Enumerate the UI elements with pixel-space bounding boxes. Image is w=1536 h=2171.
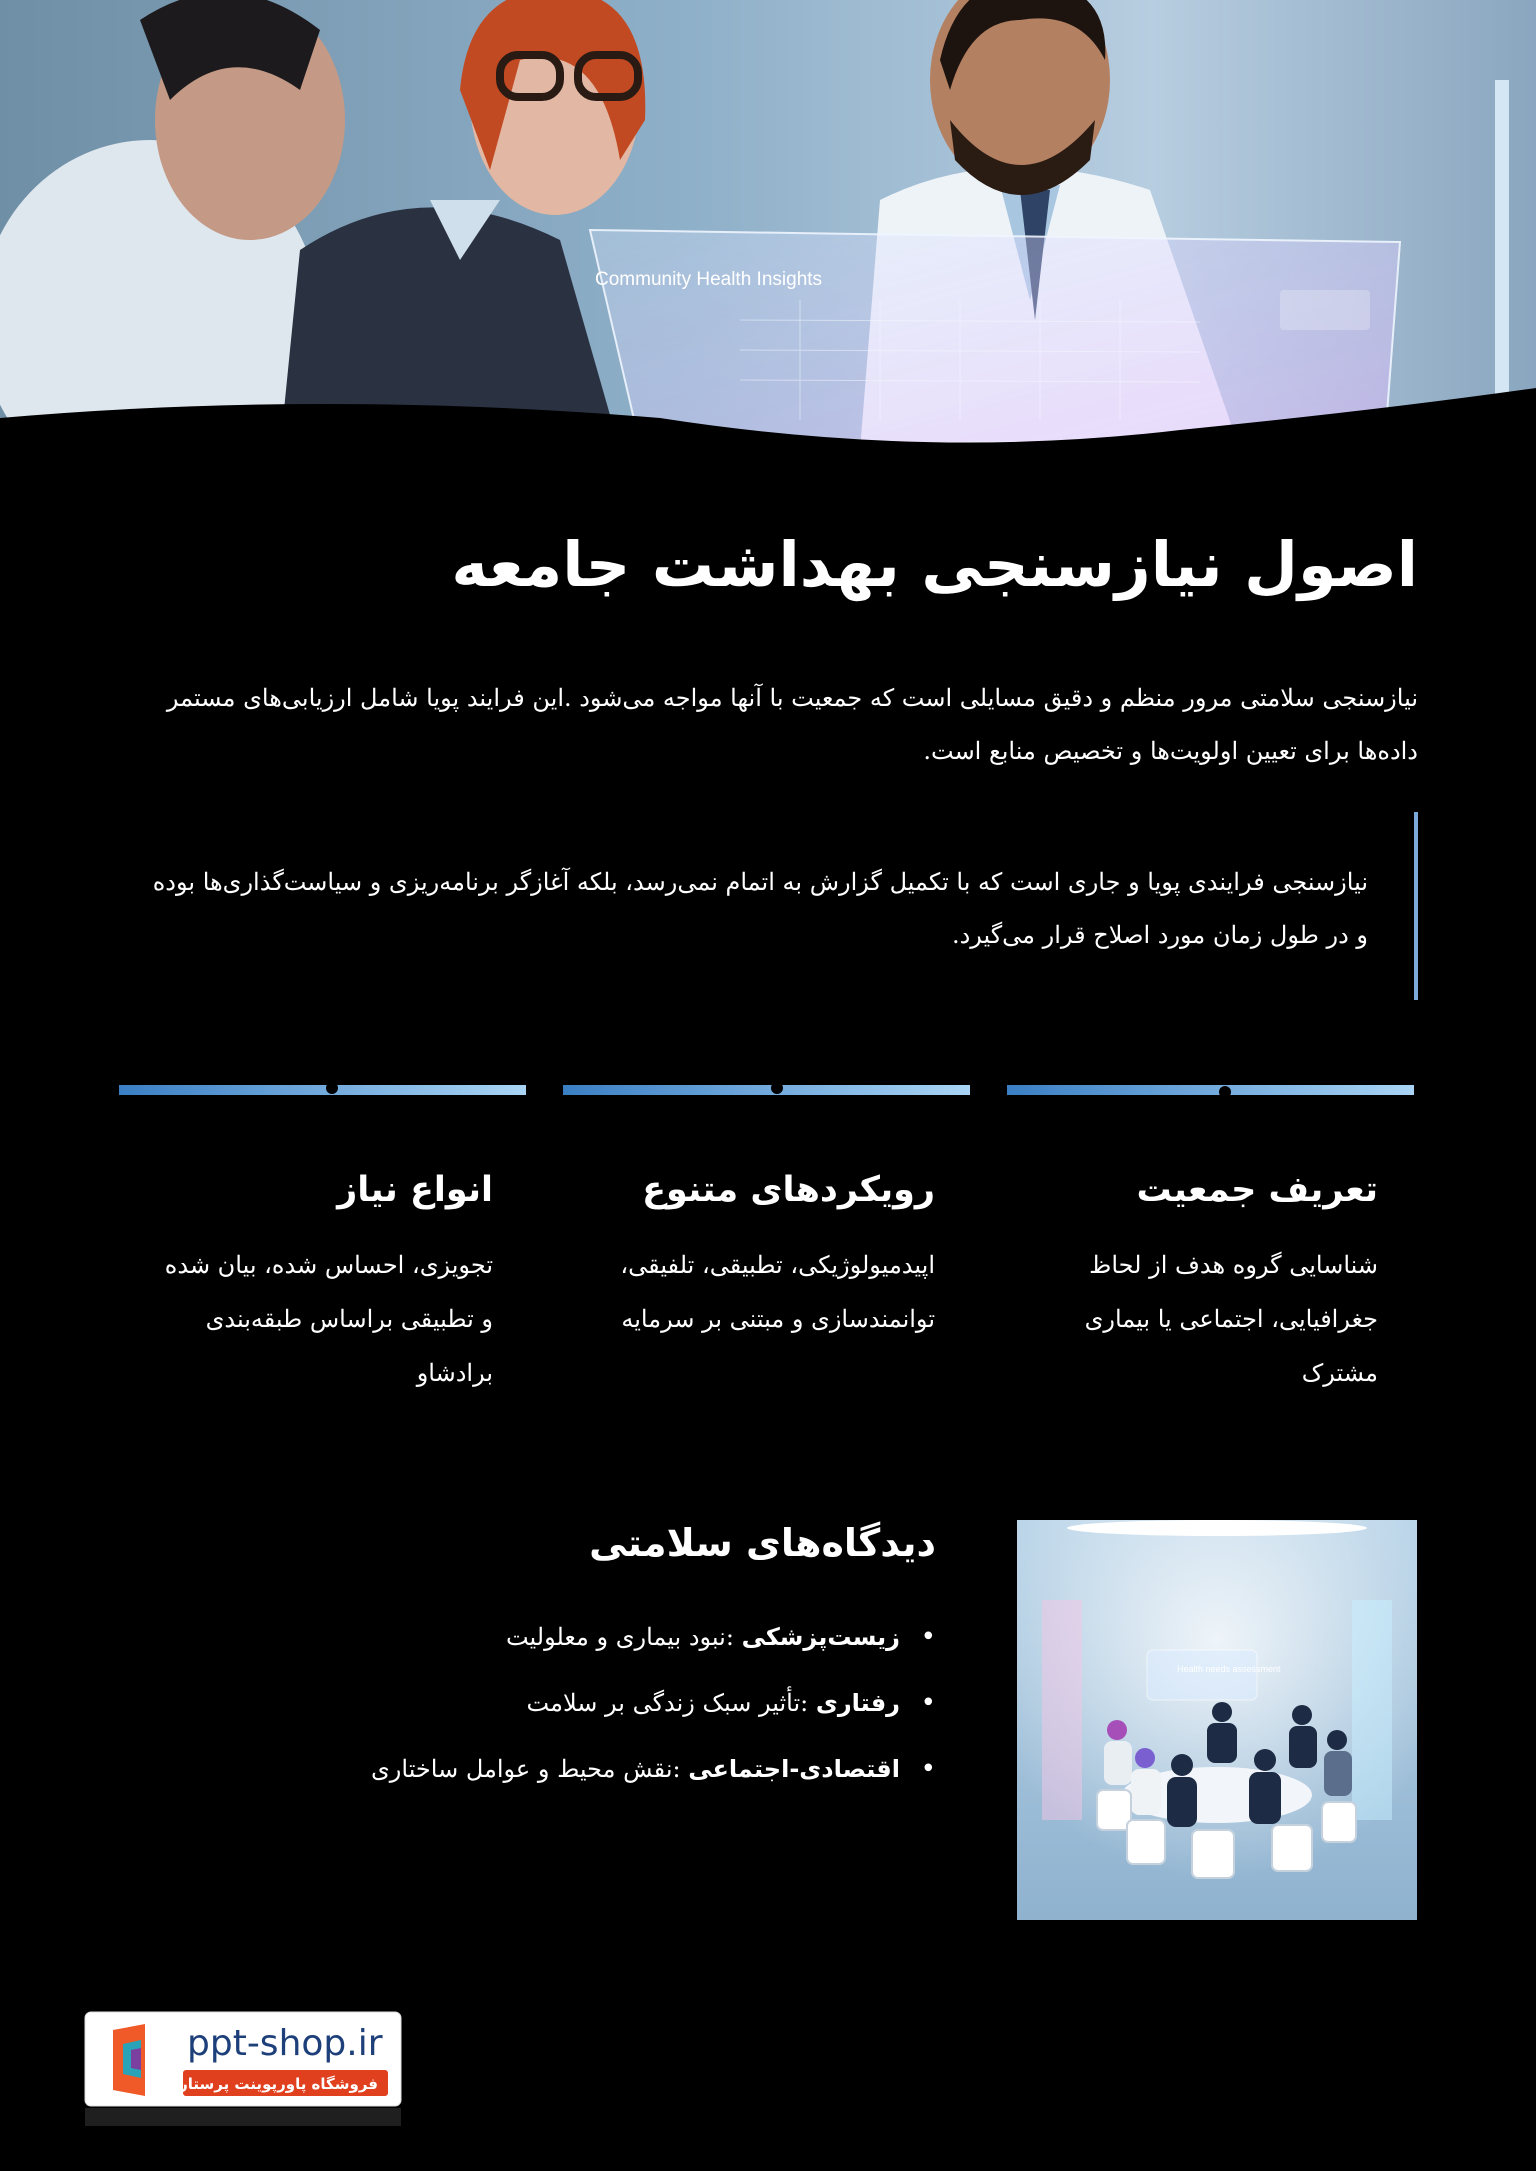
logo-tagline: فروشگاه پاورپوینت پرستاری: [165, 2075, 378, 2093]
item-label: رفتاری: [815, 1689, 900, 1717]
bullet: •: [920, 1754, 936, 1784]
card-need-types: [148, 1160, 493, 1400]
section-title: دیدگاه‌های سلامتی: [589, 1521, 936, 1565]
bullet: •: [920, 1688, 936, 1718]
card-title: تعریف جمعیت: [1136, 1170, 1378, 1210]
hero-banner: [0, 0, 1536, 450]
card-diverse-approaches: [590, 1160, 935, 1346]
card-title: انواع نیاز: [337, 1170, 493, 1210]
card-bar-needs: [119, 1082, 526, 1098]
list-item: [236, 1670, 936, 1736]
logo-domain: ppt-shop.ir: [187, 2023, 383, 2064]
bullet: •: [920, 1622, 936, 1652]
perspectives-list: [236, 1604, 936, 1802]
hero-screen-label: Community Health Insights: [595, 269, 823, 290]
card-title: رویکردهای متنوع: [642, 1170, 935, 1210]
page-title: اصول نیازسنجی بهداشت جامعه: [451, 528, 1418, 601]
item-text: :نبود بیماری و معلولیت: [505, 1623, 742, 1651]
list-item: [236, 1736, 936, 1802]
callout-quote-text: نیازسنجی فرایندی پویا و جاری است که با تکمیل گزارش به اتمام نمی‌رسد، بلکه آغازگر برنامه‌ریزی و سیاست‌گذاری‌ها بوده و در طول زمان مورد اصلاح قرار می‌گیرد.: [152, 868, 1368, 949]
item-label: زیست‌پزشکی: [741, 1623, 900, 1651]
card-bar-approaches: [563, 1082, 970, 1098]
intro-paragraph: نیازسنجی سلامتی مرور منظم و دقیق مسایلی است که جمعیت با آنها مواجه می‌شود .این فرایند پویا شامل ارزیابی‌های مستمر داده‌ها برای تعیین اولویت‌ها و تخصیص منابع است.: [166, 684, 1418, 765]
item-label: اقتصادی-اجتماعی: [688, 1755, 900, 1783]
meeting-photo: [1017, 1520, 1417, 1920]
list-item: [236, 1604, 936, 1670]
hero-wave-divider: [0, 0, 1536, 450]
logo-graphic: [83, 2010, 403, 2128]
item-text: :نقش محیط و عوامل ساختاری: [371, 1755, 689, 1783]
card-text: شناسایی گروه هدف از لحاظ جغرافیایی، اجتماعی یا بیماری مشترک: [1084, 1251, 1378, 1387]
card-bar-population: [1007, 1082, 1414, 1098]
card-population-definition: [1033, 1160, 1378, 1400]
card-text: اپیدمیولوژیکی، تطبیقی، تلفیقی، توانمندسازی و مبتنی بر سرمایه: [620, 1251, 935, 1333]
ppt-shop-logo[interactable]: [83, 2010, 403, 2128]
meeting-screen-label: Health needs assessment: [1177, 1664, 1281, 1674]
health-perspectives: [236, 1508, 936, 1802]
callout-quote: [118, 812, 1418, 1000]
item-text: :تأثیر سبک زندگی بر سلامت: [526, 1689, 816, 1717]
card-text: تجویزی، احساس شده، بیان شده و تطبیقی براساس طبقه‌بندی برادشاو: [164, 1251, 493, 1387]
